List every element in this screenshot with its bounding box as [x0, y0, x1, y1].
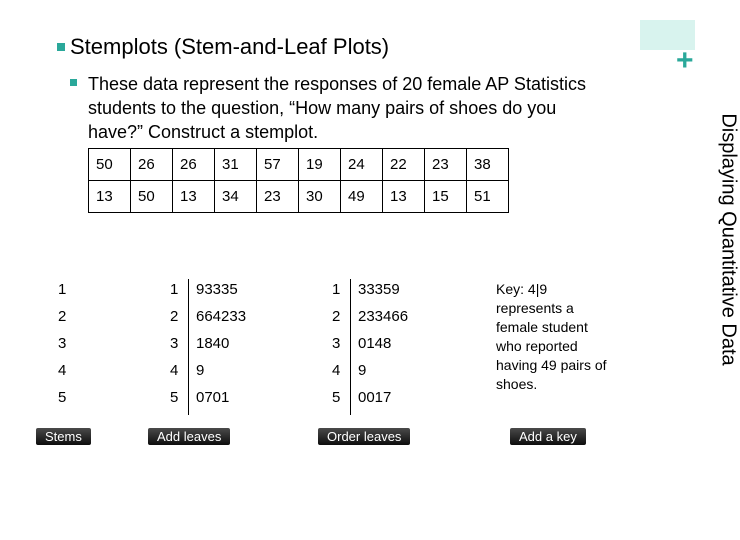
table-cell: 26	[131, 149, 173, 181]
stemplot-row	[332, 384, 408, 411]
stemplot-divider	[188, 279, 189, 415]
stemplot-row	[332, 303, 408, 330]
table-row	[89, 181, 509, 213]
leaf-values: 9	[196, 362, 205, 379]
stem-value: 2	[170, 308, 179, 325]
stemplot-row	[170, 384, 246, 411]
order-leaves-button[interactable]: Order leaves	[318, 428, 410, 445]
table-cell: 31	[215, 149, 257, 181]
stem-value: 1	[170, 281, 179, 298]
stemplot-row	[170, 303, 246, 330]
table-cell: 49	[341, 181, 383, 213]
table-cell: 50	[89, 149, 131, 181]
stemplot-with-leaves	[170, 276, 246, 411]
leaf-values: 9	[358, 362, 367, 379]
table-cell: 50	[131, 181, 173, 213]
table-cell: 22	[383, 149, 425, 181]
stemplot-row	[332, 357, 408, 384]
table-cell: 38	[467, 149, 509, 181]
plus-icon: +	[676, 44, 694, 77]
stem-value: 3	[332, 335, 341, 352]
stems-button[interactable]: Stems	[36, 428, 91, 445]
stem-value: 1	[58, 281, 67, 298]
leaf-values: 0017	[358, 389, 392, 406]
table-cell: 23	[257, 181, 299, 213]
stem-value: 4	[332, 362, 341, 379]
question-paragraph: These data represent the responses of 20 female AP Statistics students to the question, “How many pairs of shoes do you have?” Construct a stemplot.	[88, 74, 586, 142]
stemplot-divider	[350, 279, 351, 415]
leaf-values: 0148	[358, 335, 392, 352]
slide-title: Stemplots (Stem-and-Leaf Plots)	[70, 34, 390, 59]
table-cell: 34	[215, 181, 257, 213]
stem-value: 5	[58, 389, 67, 406]
add-key-button[interactable]: Add a key	[510, 428, 586, 445]
leaf-values: 1840	[196, 335, 230, 352]
table-cell: 24	[341, 149, 383, 181]
stem-value: 2	[332, 308, 341, 325]
stemplot-row	[332, 276, 408, 303]
table-cell: 13	[89, 181, 131, 213]
title-bullet-icon	[57, 43, 65, 51]
leaf-values: 233466	[358, 308, 409, 325]
stemplot-row	[170, 276, 246, 303]
stem-value: 3	[170, 335, 179, 352]
table-cell: 51	[467, 181, 509, 213]
stem-value: 5	[170, 389, 179, 406]
leaf-values: 33359	[358, 281, 400, 298]
table-cell: 15	[425, 181, 467, 213]
table-cell: 13	[173, 181, 215, 213]
table-cell: 57	[257, 149, 299, 181]
key-text: Key: 4|9 represents a female student who reported having 49 pairs of shoes.	[496, 281, 607, 392]
table-cell: 19	[299, 149, 341, 181]
table-cell: 30	[299, 181, 341, 213]
leaf-values: 93335	[196, 281, 238, 298]
stemplot-row	[332, 330, 408, 357]
table-cell: 23	[425, 149, 467, 181]
stem-value: 4	[170, 362, 179, 379]
stems-column	[58, 276, 66, 411]
table-cell: 26	[173, 149, 215, 181]
stemplot-row	[170, 330, 246, 357]
stem-value: 1	[332, 281, 341, 298]
stemplot-ordered	[332, 276, 408, 411]
stem-value: 4	[58, 362, 67, 379]
leaf-values: 0701	[196, 389, 230, 406]
stem-value: 5	[332, 389, 341, 406]
stemplot-row	[170, 357, 246, 384]
stem-value: 3	[58, 335, 67, 352]
data-table	[88, 148, 509, 213]
table-row	[89, 149, 509, 181]
stem-value: 2	[58, 308, 67, 325]
leaf-values: 664233	[196, 308, 247, 325]
side-title: Displaying Quantitative Data	[717, 113, 740, 366]
table-cell: 13	[383, 181, 425, 213]
add-leaves-button[interactable]: Add leaves	[148, 428, 230, 445]
paragraph-bullet-icon	[70, 79, 77, 86]
